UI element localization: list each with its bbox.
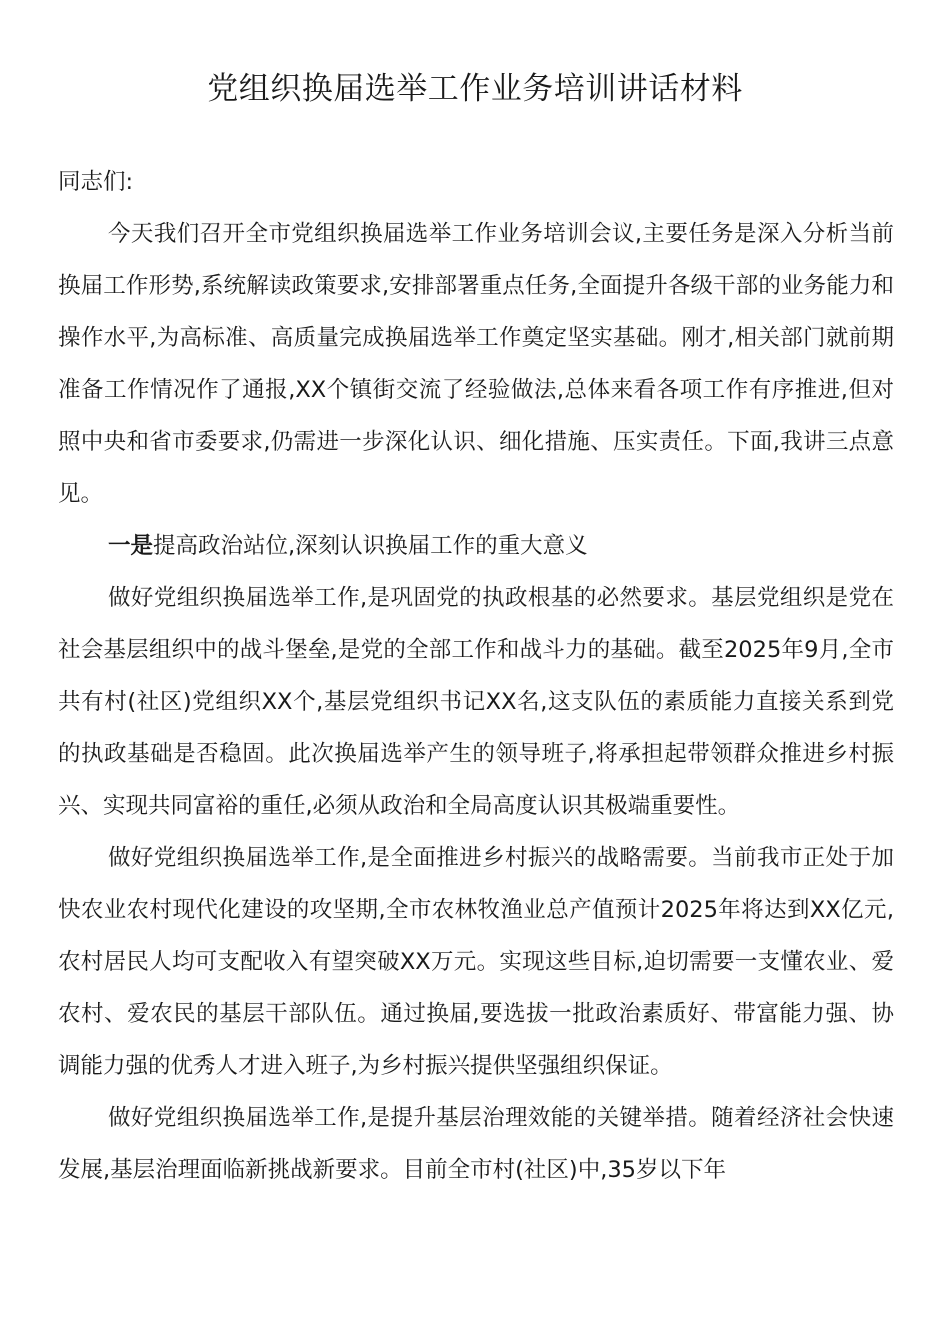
document-title: 党组织换届选举工作业务培训讲话材料 — [207, 71, 743, 107]
body-paragraph-3: 做好党组织换届选举工作,是提升基层治理效能的关键举措。随着经济社会快速发展,基层治理面临新挑战新要求。目前全市村(社区)中,35岁以下年 — [58, 1105, 894, 1183]
body-paragraph-1: 做好党组织换届选举工作,是巩固党的执政根基的必然要求。基层党组织是党在社会基层组织中的战斗堡垒,是党的全部工作和战斗力的基础。截至2025年9月,全市共有村(社区)党组织XX个,基层党组织书记XX名,这支队伍的素质能力直接关系到党的执政基础是否稳固。此次换届选举产生的领导班子,将承担起带领群众推进乡村振兴、实现共同富裕的重任,必须从政治和全局高度认识其极端重要性。 — [58, 585, 894, 819]
body-paragraph-2: 做好党组织换届选举工作,是全面推进乡村振兴的战略需要。当前我市正处于加快农业农村现代化建设的攻坚期,全市农林牧渔业总产值预计2025年将达到XX亿元,农村居民人均可支配收入有望突破XX万元。实现这些目标,迫切需要一支懂农业、爱农村、爱农民的基层干部队伍。通过换届,要选拔一批政治素质好、带富能力强、协调能力强的优秀人才进入班子,为乡村振兴提供坚强组织保证。 — [58, 845, 894, 1079]
section-heading-lead: 一是 — [108, 533, 154, 559]
salutation: 同志们: — [58, 169, 134, 195]
intro-paragraph: 今天我们召开全市党组织换届选举工作业务培训会议,主要任务是深入分析当前换届工作形势,系统解读政策要求,安排部署重点任务,全面提升各级干部的业务能力和操作水平,为高标准、高质量完成换届选举工作奠定坚实基础。刚才,相关部门就前期准备工作情况作了通报,XX个镇街交流了经验做法,总体来看各项工作有序推进,但对照中央和省市委要求,仍需进一步深化认识、细化措施、压实责任。下面,我讲三点意见。 — [58, 221, 894, 507]
section-heading-text: 提高政治站位,深刻认识换届工作的重大意义 — [153, 533, 588, 559]
document-body — [58, 156, 894, 1196]
section-heading-1 — [58, 520, 894, 572]
